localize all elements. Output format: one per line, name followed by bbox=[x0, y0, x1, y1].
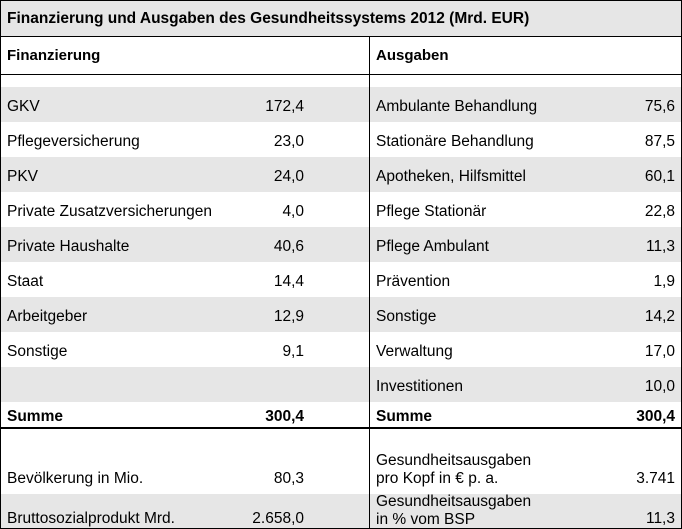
row-value: 2.658,0 bbox=[252, 510, 304, 527]
row-label: Arbeitgeber bbox=[7, 308, 88, 325]
table-row bbox=[370, 494, 681, 529]
row-label bbox=[376, 493, 531, 529]
row-value: 60,1 bbox=[644, 168, 675, 185]
expenses-column bbox=[370, 37, 681, 528]
divider bbox=[1, 427, 369, 429]
row-label: Investitionen bbox=[376, 378, 464, 395]
table-row bbox=[1, 262, 369, 297]
row-label: Sonstige bbox=[376, 308, 437, 325]
table-row bbox=[1, 494, 369, 529]
row-value: 17,0 bbox=[644, 343, 675, 360]
table-row bbox=[1, 122, 369, 157]
table-row bbox=[1, 449, 369, 494]
row-label: Verwaltung bbox=[376, 343, 453, 360]
row-label bbox=[376, 452, 531, 488]
label-line-2: pro Kopf in € p. a. bbox=[376, 470, 499, 487]
row-value: 1,9 bbox=[653, 273, 675, 290]
table-row bbox=[370, 192, 681, 227]
table-row bbox=[370, 449, 681, 494]
sum-label: Summe bbox=[376, 408, 432, 425]
table-row bbox=[1, 227, 369, 262]
row-value: 3.741 bbox=[636, 470, 675, 487]
table-row bbox=[370, 332, 681, 367]
row-value: 87,5 bbox=[644, 133, 675, 150]
row-label: Staat bbox=[7, 273, 44, 290]
row-value: 14,2 bbox=[644, 308, 675, 325]
label-line-1: Gesundheitsausgaben bbox=[376, 493, 532, 510]
row-value: 172,4 bbox=[265, 98, 304, 115]
row-label: Private Zusatzversicherungen bbox=[7, 203, 213, 220]
row-value: 80,3 bbox=[273, 470, 304, 487]
row-value: 10,0 bbox=[644, 378, 675, 395]
label-line-2: in % vom BSP bbox=[376, 511, 476, 528]
row-label: Ambulante Behandlung bbox=[376, 98, 538, 115]
sum-row bbox=[370, 395, 681, 430]
table-row bbox=[1, 297, 369, 332]
table-row bbox=[370, 227, 681, 262]
row-label: Bruttosozialprodukt Mrd. bbox=[7, 510, 175, 527]
table-row bbox=[370, 157, 681, 192]
row-value: 24,0 bbox=[273, 168, 304, 185]
table-row bbox=[370, 122, 681, 157]
row-label: Stationäre Behandlung bbox=[376, 133, 534, 150]
row-value: 14,4 bbox=[273, 273, 304, 290]
table-title: Finanzierung und Ausgaben des Gesundheitssystems 2012 (Mrd. EUR) bbox=[1, 1, 681, 37]
row-value: 11,3 bbox=[645, 238, 675, 255]
row-label: GKV bbox=[7, 98, 40, 115]
expenses-header: Ausgaben bbox=[370, 37, 681, 75]
row-value: 22,8 bbox=[644, 203, 675, 220]
row-value: 23,0 bbox=[273, 133, 304, 150]
financing-column bbox=[1, 37, 370, 528]
row-label: Sonstige bbox=[7, 343, 68, 360]
row-label: PKV bbox=[7, 168, 39, 185]
table-row bbox=[1, 87, 369, 122]
row-label: Pflege Ambulant bbox=[376, 238, 489, 255]
table-row bbox=[370, 87, 681, 122]
row-value: 9,1 bbox=[282, 343, 304, 360]
financing-header: Finanzierung bbox=[1, 37, 369, 75]
row-label: Pflegeversicherung bbox=[7, 133, 140, 150]
sum-row bbox=[1, 395, 369, 430]
table-row bbox=[1, 332, 369, 367]
row-label: Prävention bbox=[376, 273, 451, 290]
divider bbox=[370, 427, 681, 429]
table-row bbox=[1, 192, 369, 227]
row-label: Pflege Stationär bbox=[376, 203, 487, 220]
row-label: Private Haushalte bbox=[7, 238, 130, 255]
sum-value: 300,4 bbox=[265, 408, 304, 425]
row-value: 75,6 bbox=[644, 98, 675, 115]
row-value: 40,6 bbox=[273, 238, 304, 255]
row-value: 4,0 bbox=[282, 203, 304, 220]
row-value: 11,3 bbox=[645, 510, 675, 527]
row-value: 12,9 bbox=[273, 308, 304, 325]
sum-value: 300,4 bbox=[636, 408, 675, 425]
label-line-1: Gesundheitsausgaben bbox=[376, 452, 532, 469]
table-row bbox=[370, 262, 681, 297]
row-label: Apotheken, Hilfsmittel bbox=[376, 168, 526, 185]
table-row bbox=[1, 157, 369, 192]
sum-label: Summe bbox=[7, 408, 63, 425]
row-label: Bevölkerung in Mio. bbox=[7, 470, 144, 487]
table-row bbox=[370, 297, 681, 332]
